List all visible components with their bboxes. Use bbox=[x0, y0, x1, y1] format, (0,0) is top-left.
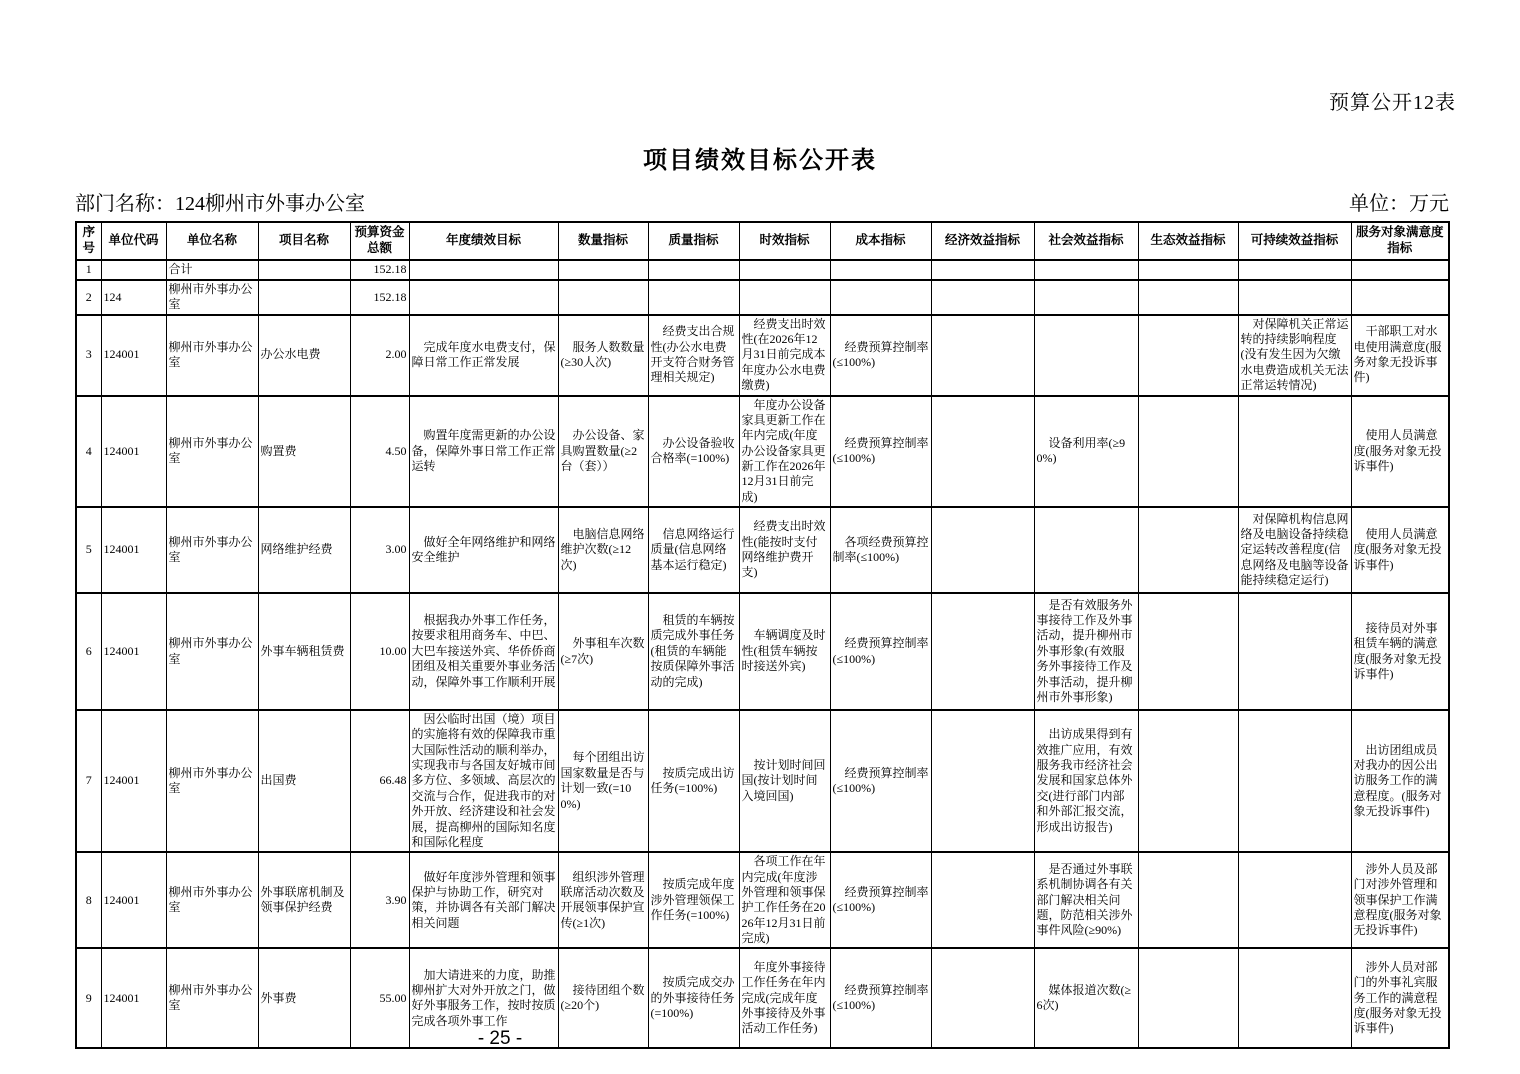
table-cell bbox=[931, 260, 1034, 280]
table-cell bbox=[931, 507, 1034, 593]
table-cell: 涉外人员及部门对涉外管理和领事保护工作满意程度(服务对象无投诉事件) bbox=[1351, 852, 1449, 948]
page-number: - 25 - bbox=[477, 1028, 523, 1049]
column-header: 预算资金总额 bbox=[350, 222, 409, 260]
table-cell bbox=[258, 280, 350, 315]
page-title: 项目绩效目标公开表 bbox=[643, 148, 877, 174]
table-row bbox=[76, 852, 1449, 948]
table-cell: 6 bbox=[76, 593, 101, 710]
table-cell: 信息网络运行质量(信息网络基本运行稳定) bbox=[648, 507, 739, 593]
table-cell: 柳州市外事办公室 bbox=[166, 280, 258, 315]
table-cell bbox=[409, 260, 558, 280]
meta-row bbox=[75, 187, 1449, 216]
table-cell bbox=[648, 280, 739, 315]
table-cell: 3.00 bbox=[350, 507, 409, 593]
table-cell bbox=[1138, 852, 1238, 948]
table-cell: 接待团组个数(≥20个) bbox=[558, 948, 648, 1048]
table-cell bbox=[1138, 396, 1238, 508]
table-cell bbox=[931, 593, 1034, 710]
table-header bbox=[76, 222, 1449, 260]
table-cell: 经费预算控制率(≤100%) bbox=[830, 948, 931, 1048]
table-cell bbox=[739, 280, 830, 315]
table-cell: 购置年度需更新的办公设备，保障外事日常工作正常运转 bbox=[409, 396, 558, 508]
table-cell: 经费预算控制率(≤100%) bbox=[830, 593, 931, 710]
table-cell: 柳州市外事办公室 bbox=[166, 593, 258, 710]
column-header: 服务对象满意度指标 bbox=[1351, 222, 1449, 260]
table-cell: 按质完成年度涉外管理领保工作任务(=100%) bbox=[648, 852, 739, 948]
table-cell bbox=[101, 260, 166, 280]
table-cell: 各项工作在年内完成(年度涉外管理和领事保护工作任务在2026年12月31日前完成) bbox=[739, 852, 830, 948]
table-cell: 完成年度水电费支付，保障日常工作正常发展 bbox=[409, 315, 558, 396]
table-cell bbox=[1034, 507, 1138, 593]
table-cell: 4 bbox=[76, 396, 101, 508]
table-cell: 涉外人员对部门的外事礼宾服务工作的满意程度(服务对象无投诉事件) bbox=[1351, 948, 1449, 1048]
table-cell: 外事费 bbox=[258, 948, 350, 1048]
table-cell: 经费支出时效性(在2026年12月31日前完成本年度办公水电费缴费) bbox=[739, 315, 830, 396]
table-cell bbox=[1238, 260, 1351, 280]
table-cell: 柳州市外事办公室 bbox=[166, 948, 258, 1048]
table-cell: 124001 bbox=[101, 710, 166, 852]
table-cell bbox=[1138, 280, 1238, 315]
table-cell bbox=[931, 396, 1034, 508]
table-cell: 按计划时间回国(按计划时间入境回国) bbox=[739, 710, 830, 852]
table-cell bbox=[1238, 852, 1351, 948]
header-row bbox=[76, 222, 1449, 260]
table-cell: 办公设备验收合格率(=100%) bbox=[648, 396, 739, 508]
table-cell: 5 bbox=[76, 507, 101, 593]
table-cell: 124001 bbox=[101, 593, 166, 710]
table-cell: 办公设备、家具购置数量(≥2台（套）） bbox=[558, 396, 648, 508]
table-cell: 按质完成交办的外事接待任务(=100%) bbox=[648, 948, 739, 1048]
table-cell: 对保障机关正常运转的持续影响程度(没有发生因为欠缴水电费造成机关无法正常运转情况) bbox=[1238, 315, 1351, 396]
table-cell: 各项经费预算控制率(≤100%) bbox=[830, 507, 931, 593]
table-cell bbox=[1034, 260, 1138, 280]
table-cell: 对保障机构信息网络及电脑设备持续稳定运转改善程度(信息网络及电脑等设备能持续稳定运行) bbox=[1238, 507, 1351, 593]
table-cell: 网络维护经费 bbox=[258, 507, 350, 593]
table-cell: 购置费 bbox=[258, 396, 350, 508]
table-cell: 152.18 bbox=[350, 280, 409, 315]
table-cell: 办公水电费 bbox=[258, 315, 350, 396]
table-cell: 接待员对外事租赁车辆的满意度(服务对象无投诉事件) bbox=[1351, 593, 1449, 710]
table-cell: 出访成果得到有效推广应用，有效服务我市经济社会发展和国家总体外交(进行部门内部和外部汇报交流，形成出访报告) bbox=[1034, 710, 1138, 852]
table-cell: 66.48 bbox=[350, 710, 409, 852]
table-cell: 124001 bbox=[101, 396, 166, 508]
column-header: 序号 bbox=[76, 222, 101, 260]
table-cell: 合计 bbox=[166, 260, 258, 280]
column-header: 生态效益指标 bbox=[1138, 222, 1238, 260]
table-cell bbox=[1351, 260, 1449, 280]
table-cell bbox=[648, 260, 739, 280]
table-cell: 124001 bbox=[101, 852, 166, 948]
table-row bbox=[76, 396, 1449, 508]
table-cell: 124 bbox=[101, 280, 166, 315]
column-header: 项目名称 bbox=[258, 222, 350, 260]
table-cell: 7 bbox=[76, 710, 101, 852]
table-cell: 柳州市外事办公室 bbox=[166, 507, 258, 593]
table-cell: 出国费 bbox=[258, 710, 350, 852]
table-cell: 使用人员满意度(服务对象无投诉事件) bbox=[1351, 396, 1449, 508]
table-cell bbox=[1238, 396, 1351, 508]
table-cell bbox=[1238, 280, 1351, 315]
table-cell: 出访团组成员对我办的因公出访服务工作的满意程度。(服务对象无投诉事件) bbox=[1351, 710, 1449, 852]
performance-target-table bbox=[75, 221, 1450, 1049]
table-cell: 因公临时出国（境）项目的实施将有效的保障我市重大国际性活动的顺利举办，实现我市与各国友好城市间多方位、多领域、高层次的交流与合作，促进我市的对外开放、经济建设和社会发展，提高柳州的国际知名度和国际化程度 bbox=[409, 710, 558, 852]
table-row bbox=[76, 260, 1449, 280]
table-cell: 设备利用率(≥90%) bbox=[1034, 396, 1138, 508]
table-cell: 柳州市外事办公室 bbox=[166, 852, 258, 948]
corner-label: 预算公开12表 bbox=[1329, 92, 1456, 114]
table-cell bbox=[1238, 710, 1351, 852]
column-header: 可持续效益指标 bbox=[1238, 222, 1351, 260]
table-cell bbox=[1138, 507, 1238, 593]
table-cell: 外事租车次数(≥7次) bbox=[558, 593, 648, 710]
table-cell bbox=[1138, 948, 1238, 1048]
column-header: 经济效益指标 bbox=[931, 222, 1034, 260]
table-cell: 124001 bbox=[101, 948, 166, 1048]
table-row bbox=[76, 280, 1449, 315]
table-cell: 经费预算控制率(≤100%) bbox=[830, 315, 931, 396]
table-row bbox=[76, 593, 1449, 710]
table-cell: 是否通过外事联系机制协调各有关部门解决相关问题，防范相关涉外事件风险(≥90%) bbox=[1034, 852, 1138, 948]
table-cell: 外事联席机制及领事保护经费 bbox=[258, 852, 350, 948]
column-header: 年度绩效目标 bbox=[409, 222, 558, 260]
table-cell bbox=[931, 710, 1034, 852]
column-header: 成本指标 bbox=[830, 222, 931, 260]
table-cell: 每个团组出访国家数量是否与计划一致(=100%) bbox=[558, 710, 648, 852]
department-name-label: 部门名称：124柳州市外事办公室 bbox=[75, 193, 365, 215]
table-cell: 152.18 bbox=[350, 260, 409, 280]
column-header: 质量指标 bbox=[648, 222, 739, 260]
table-cell bbox=[931, 315, 1034, 396]
column-header: 时效指标 bbox=[739, 222, 830, 260]
table-cell: 经费预算控制率(≤100%) bbox=[830, 710, 931, 852]
table-cell: 9 bbox=[76, 948, 101, 1048]
table-cell bbox=[931, 280, 1034, 315]
table-cell: 是否有效服务外事接待工作及外事活动，提升柳州市外事形象(有效服务外事接待工作及外事活动，提升柳州市外事形象) bbox=[1034, 593, 1138, 710]
table-cell: 2 bbox=[76, 280, 101, 315]
table-cell bbox=[558, 260, 648, 280]
table-cell: 加大请进来的力度，助推柳州扩大对外开放之门，做好外事服务工作，按时按质完成各项外事工作 bbox=[409, 948, 558, 1048]
table-cell bbox=[409, 280, 558, 315]
table-cell: 年度外事接待工作任务在年内完成(完成年度外事接待及外事活动工作任务) bbox=[739, 948, 830, 1048]
table-row bbox=[76, 315, 1449, 396]
table-cell bbox=[1351, 280, 1449, 315]
table-cell bbox=[1138, 315, 1238, 396]
table-cell: 124001 bbox=[101, 507, 166, 593]
table-cell: 租赁的车辆按质完成外事任务(租赁的车辆能按质保障外事活动的完成) bbox=[648, 593, 739, 710]
table-cell bbox=[830, 280, 931, 315]
table-cell bbox=[1238, 593, 1351, 710]
table-cell: 3 bbox=[76, 315, 101, 396]
table-cell: 按质完成出访任务(=100%) bbox=[648, 710, 739, 852]
table-cell bbox=[931, 852, 1034, 948]
table-row bbox=[76, 507, 1449, 593]
table-cell bbox=[830, 260, 931, 280]
table-cell: 8 bbox=[76, 852, 101, 948]
table-cell: 柳州市外事办公室 bbox=[166, 315, 258, 396]
table-cell: 柳州市外事办公室 bbox=[166, 396, 258, 508]
table-cell: 1 bbox=[76, 260, 101, 280]
table-cell: 车辆调度及时性(租赁车辆按时接送外宾) bbox=[739, 593, 830, 710]
table-cell bbox=[1238, 948, 1351, 1048]
table-row bbox=[76, 710, 1449, 852]
column-header: 数量指标 bbox=[558, 222, 648, 260]
table-cell: 经费支出合规性(办公水电费开支符合财务管理相关规定) bbox=[648, 315, 739, 396]
table-cell: 根据我办外事工作任务，按要求租用商务车、中巴、大巴车接送外宾、华侨侨商团组及相关重要外事业务活动，保障外事工作顺利开展 bbox=[409, 593, 558, 710]
table-cell: 经费预算控制率(≤100%) bbox=[830, 852, 931, 948]
table-cell bbox=[1138, 710, 1238, 852]
table-cell: 做好年度涉外管理和领事保护与协助工作，研究对策，并协调各有关部门解决相关问题 bbox=[409, 852, 558, 948]
table-cell: 电脑信息网络维护次数(≥12次) bbox=[558, 507, 648, 593]
table-cell bbox=[739, 260, 830, 280]
table-cell: 年度办公设备家具更新工作在年内完成(年度办公设备家具更新工作在2026年12月31日前完成) bbox=[739, 396, 830, 508]
table-cell: 做好全年网络维护和网络安全维护 bbox=[409, 507, 558, 593]
table-cell: 124001 bbox=[101, 315, 166, 396]
table-cell: 经费支出时效性(能按时支付网络维护费开支) bbox=[739, 507, 830, 593]
table-cell bbox=[1034, 315, 1138, 396]
table-cell: 经费预算控制率(≤100%) bbox=[830, 396, 931, 508]
table-cell: 3.90 bbox=[350, 852, 409, 948]
unit-label: 单位：万元 bbox=[1349, 193, 1449, 215]
column-header: 单位代码 bbox=[101, 222, 166, 260]
table-cell bbox=[258, 260, 350, 280]
table-cell: 2.00 bbox=[350, 315, 409, 396]
column-header: 社会效益指标 bbox=[1034, 222, 1138, 260]
table-cell: 组织涉外管理联席活动次数及开展领事保护宣传(≥1次) bbox=[558, 852, 648, 948]
table-cell bbox=[558, 280, 648, 315]
table-cell: 4.50 bbox=[350, 396, 409, 508]
table-cell bbox=[1034, 280, 1138, 315]
table-cell: 柳州市外事办公室 bbox=[166, 710, 258, 852]
table-cell: 服务人数数量(≥30人次) bbox=[558, 315, 648, 396]
table-cell: 55.00 bbox=[350, 948, 409, 1048]
column-header: 单位名称 bbox=[166, 222, 258, 260]
table-cell: 外事车辆租赁费 bbox=[258, 593, 350, 710]
table-cell: 干部职工对水电使用满意度(服务对象无投诉事件) bbox=[1351, 315, 1449, 396]
table-cell: 使用人员满意度(服务对象无投诉事件) bbox=[1351, 507, 1449, 593]
table-cell bbox=[1138, 593, 1238, 710]
table-cell: 10.00 bbox=[350, 593, 409, 710]
table-cell bbox=[1138, 260, 1238, 280]
table-cell: 媒体报道次数(≥6次) bbox=[1034, 948, 1138, 1048]
